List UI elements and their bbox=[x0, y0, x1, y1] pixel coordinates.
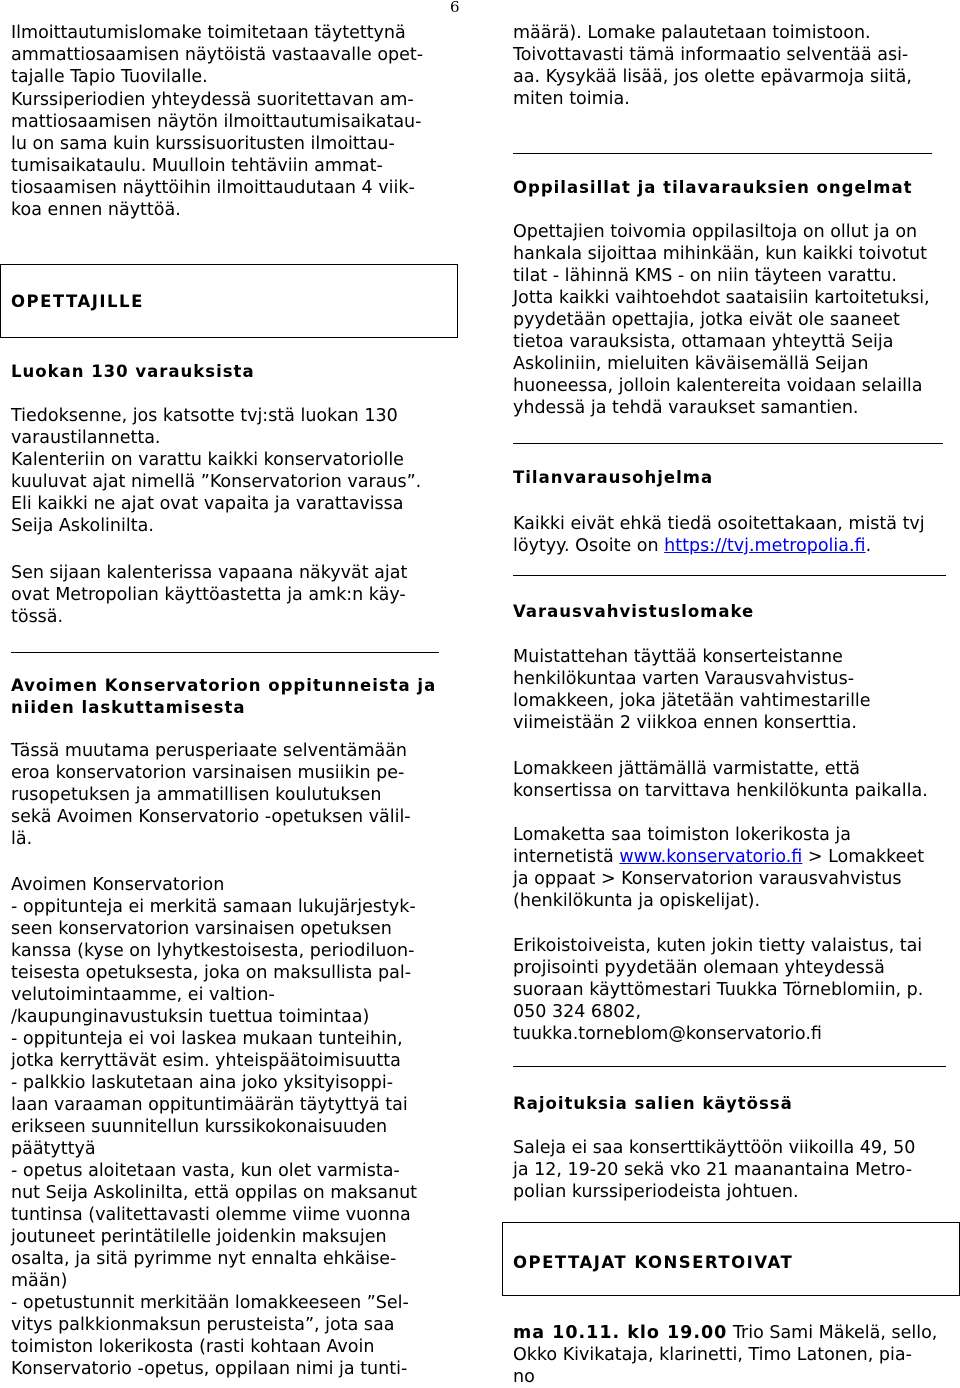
text-line: Eli kaikki ne ajat ovat vapaita ja varattavissa bbox=[11, 494, 404, 514]
text-line: mään) bbox=[11, 1271, 68, 1291]
text-line: Tiedoksenne, jos katsotte tvj:stä luokan 130 bbox=[11, 406, 398, 426]
tvj-link[interactable]: https://tvj.metropolia.fi bbox=[664, 536, 866, 556]
tilanvaraus-heading: Tilanvarausohjelma bbox=[513, 468, 714, 487]
text-line: mattiosaamisen näytön ilmoittautumisaikatau- bbox=[11, 112, 422, 132]
text-line: - oppitunteja ei merkitä samaan lukujärjestyk- bbox=[11, 897, 416, 917]
text-line: Avoimen Konservatorion bbox=[11, 875, 225, 895]
konservatorio-link[interactable]: www.konservatorio.fi bbox=[619, 847, 803, 867]
text-line: Askoliniin, mieluiten käväisemällä Seijan bbox=[513, 354, 869, 374]
text-line: ja oppaat > Konservatorion varausvahvistus bbox=[513, 869, 902, 889]
text-line: niiden laskuttamisesta bbox=[11, 698, 246, 717]
lomake-line: Lomaketta saa toimiston lokerikosta ja bbox=[513, 825, 851, 845]
text-line: joutuneet perintätilelle joidenkin maksujen bbox=[11, 1227, 387, 1247]
text-line: kuuluvat ajat nimellä ”Konservatorion varaus”. bbox=[11, 472, 422, 492]
text-line: tuntinsa (valitettavasti olemme viime vuonna bbox=[11, 1205, 411, 1225]
text-line: henkilökuntaa varten Varausvahvistus- bbox=[513, 669, 855, 689]
text-line: 050 324 6802, bbox=[513, 1002, 642, 1022]
text-line: hankala sijoittaa mihinkään, kun kaikki toivotut bbox=[513, 244, 927, 264]
text-line: Kurssiperiodien yhteydessä suoritettavan am- bbox=[11, 90, 414, 110]
konsertti-line-3: no bbox=[513, 1367, 535, 1387]
text-line: Konservatorio -opetus, oppilaan nimi ja tunti- bbox=[11, 1359, 408, 1379]
text-line: miten toimia. bbox=[513, 89, 630, 109]
text-line: tössä. bbox=[11, 607, 64, 627]
text-line: Saleja ei saa konserttikäyttöön viikoilla 49, 50 bbox=[513, 1138, 916, 1158]
varausvahvistus-heading: Varausvahvistuslomake bbox=[513, 602, 755, 621]
text-line: polian kurssiperiodeista johtuen. bbox=[513, 1182, 799, 1202]
text-line: määrä). Lomake palautetaan toimistoon. bbox=[513, 23, 871, 43]
text-line: aa. Kysykää lisää, jos olette epävarmoja siitä, bbox=[513, 67, 912, 87]
section-divider bbox=[513, 1066, 946, 1067]
text-line: tuukka.torneblom@konservatorio.fi bbox=[513, 1024, 822, 1044]
text-line: lä. bbox=[11, 829, 33, 849]
text-line: kanssa (kyse on lyhytkestoisesta, periodiluon- bbox=[11, 941, 415, 961]
text-line: Tässä muutama perusperiaate selventämään bbox=[11, 741, 408, 761]
text-line: - opetustunnit merkitään lomakkeeseen ”Sel- bbox=[11, 1293, 409, 1313]
tilanvaraus-line: Kaikki eivät ehkä tiedä osoitettakaan, mistä tvj bbox=[513, 514, 925, 534]
oppilasillat-heading: Oppilasillat ja tilavarauksien ongelmat bbox=[513, 178, 913, 197]
text-line: varaustilannetta. bbox=[11, 428, 161, 448]
text-line: koa ennen näyttöä. bbox=[11, 200, 181, 220]
text-line: laan varaaman oppituntimäärän täytyttyä tai bbox=[11, 1095, 408, 1115]
konsertoivat-heading: OPETTAJAT KONSERTOIVAT bbox=[513, 1253, 794, 1272]
text-line: Lomakkeen jättämällä varmistatte, että bbox=[513, 759, 860, 779]
tilanvaraus-suffix: . bbox=[865, 536, 872, 556]
text-line: lomakkeen, joka jätetään vahtimestarille bbox=[513, 691, 871, 711]
text-line: - oppitunteja ei voi laskea mukaan tunteihin, bbox=[11, 1029, 403, 1049]
konsertti-date: ma 10.11. klo 19.00 bbox=[513, 1323, 728, 1343]
text-line: Jotta kaikki vaihtoehdot saataisiin kartoitetuksi, bbox=[513, 288, 930, 308]
text-line: teisesta opetuksesta, joka on maksullista pal- bbox=[11, 963, 412, 983]
text-line: huoneessa, jolloin kalentereita voidaan selailla bbox=[513, 376, 923, 396]
text-line: ammattiosaamisen näytöistä vastaavalle opet- bbox=[11, 45, 424, 65]
text-line: erikseen suunnitellun kurssikokonaisuuden bbox=[11, 1117, 388, 1137]
konsertti-line bbox=[513, 1322, 937, 1344]
text-line: - palkkio laskutetaan aina joko yksityisoppi- bbox=[11, 1073, 394, 1093]
section-divider bbox=[513, 575, 946, 576]
luokka-heading: Luokan 130 varauksista bbox=[11, 362, 255, 381]
text-line: seen konservatorion varsinaisen opetuksen bbox=[11, 919, 392, 939]
text-line: viimeistään 2 viikkoa ennen konserttia. bbox=[513, 713, 857, 733]
text-line: Sen sijaan kalenterissa vapaana näkyvät ajat bbox=[11, 563, 408, 583]
section-divider bbox=[513, 443, 943, 444]
text-line: tumisaikataulu. Muulloin tehtäviin ammat- bbox=[11, 156, 383, 176]
text-line: velutoimintaamme, ei valtion- bbox=[11, 985, 275, 1005]
text-line: ovat Metropolian käyttöastetta ja amk:n käy- bbox=[11, 585, 406, 605]
text-line: tilat - lähinnä KMS - on niin täyteen varattu. bbox=[513, 266, 897, 286]
section-divider bbox=[11, 652, 439, 653]
text-line: - opetus aloitetaan vasta, kun olet varmista- bbox=[11, 1161, 400, 1181]
text-line: pyydetään opettajia, jotka eivät ole saaneet bbox=[513, 310, 900, 330]
text-line: osalta, ja sitä pyrimme nyt ennalta ehkäise- bbox=[11, 1249, 397, 1269]
text-line: /kaupunginavustuksin tuettua toimintaa) bbox=[11, 1007, 370, 1027]
text-line: projisointi pyydetään olemaan yhteydessä bbox=[513, 958, 885, 978]
lomake-text: internetistä bbox=[513, 847, 620, 867]
rajoituksia-heading: Rajoituksia salien käytössä bbox=[513, 1094, 793, 1113]
text-line: rusopetuksen ja ammatillisen koulutuksen bbox=[11, 785, 382, 805]
tilanvaraus-text: löytyy. Osoite on bbox=[513, 536, 665, 556]
page-number: 6 bbox=[450, 0, 460, 16]
text-line: yhdessä ja tehdä varaukset samantien. bbox=[513, 398, 859, 418]
text-line: ja 12, 19-20 sekä vko 21 maanantaina Metro- bbox=[513, 1160, 913, 1180]
lomake-suffix: > Lomakkeet bbox=[802, 847, 925, 867]
konsertti-line-2: Okko Kivikataja, klarinetti, Timo Latonen, pia- bbox=[513, 1345, 912, 1365]
text-line: lu on sama kuin kurssisuoritusten ilmoittau- bbox=[11, 134, 395, 154]
text-line: Erikoistoiveista, kuten jokin tietty valaistus, tai bbox=[513, 936, 923, 956]
text-line: konsertissa on tarvittava henkilökunta paikalla. bbox=[513, 781, 928, 801]
text-line: sekä Avoimen Konservatorio -opetuksen välil- bbox=[11, 807, 411, 827]
text-line: nut Seija Askolinilta, että oppilas on maksanut bbox=[11, 1183, 418, 1203]
text-line: päätyttyä bbox=[11, 1139, 96, 1159]
text-line: Seija Askolinilta. bbox=[11, 516, 154, 536]
text-line: Kalenteriin on varattu kaikki konservatoriolle bbox=[11, 450, 404, 470]
lomake-link-line bbox=[513, 846, 924, 868]
text-line: tajalle Tapio Tuovilalle. bbox=[11, 67, 208, 87]
text-line: Muistattehan täyttää konserteistanne bbox=[513, 647, 843, 667]
text-line: tiosaamisen näyttöihin ilmoittaudutaan 4 viik- bbox=[11, 178, 415, 198]
text-line: jotka kerryttävät esim. yhteispäätoimisuutta bbox=[11, 1051, 401, 1071]
konsertti-performers: Trio Sami Mäkelä, sello, bbox=[727, 1323, 938, 1343]
opettajille-heading: OPETTAJILLE bbox=[11, 292, 144, 311]
text-line: Toivottavasti tämä informaatio selventää asi- bbox=[513, 45, 909, 65]
text-line: eroa konservatorion varsinaisen musiikin pe- bbox=[11, 763, 405, 783]
text-line: toimiston lokerikosta (rasti kohtaan Avoin bbox=[11, 1337, 375, 1357]
text-line: vitys palkkionmaksun perusteista”, jota saa bbox=[11, 1315, 395, 1335]
section-divider bbox=[513, 153, 932, 154]
text-line: (henkilökunta ja opiskelijat). bbox=[513, 891, 761, 911]
text-line: Opettajien toivomia oppilasiltoja on ollut ja on bbox=[513, 222, 918, 242]
text-line: tietoa varauksista, ottamaan yhteyttä Seija bbox=[513, 332, 894, 352]
text-line: Avoimen Konservatorion oppitunneista ja bbox=[11, 676, 437, 695]
text-line: Ilmoittautumislomake toimitetaan täytettynä bbox=[11, 23, 406, 43]
text-line: suoraan käyttömestari Tuukka Törneblomiin, p. bbox=[513, 980, 924, 1000]
tilanvaraus-link-line bbox=[513, 535, 871, 557]
